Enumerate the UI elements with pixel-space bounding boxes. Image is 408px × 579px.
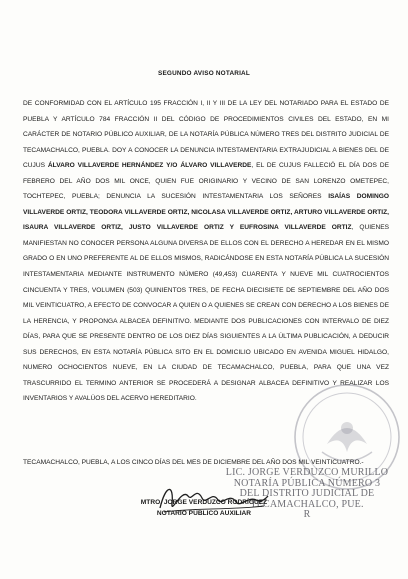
stamp-line-1: LIC. JORGE VERDUZCO MURILLO (225, 467, 389, 478)
stamp-line-5: R (303, 509, 311, 521)
signer-block (0, 498, 408, 519)
stamp-line-3: DEL DISTRITO JUDICIAL DE (239, 488, 375, 500)
body-part-1: DE CONFORMIDAD CON EL ARTÍCULO 195 FRACCIÓN I, II Y III DE LA LEY DEL NOTARIADO PARA EL ESTADO DE PUEBLA Y ARTÍCULO 784 FRACCIÓN II DEL CÓDIGO DE PROCEDIMIENTOS CIVILES DEL ESTADO, EN MI CARÁCTER DE NOTARIO PÚBLICO AUXILIAR, DE LA NOTARÍA PÚBLICA NÚMERO TRES DEL DISTRITO JUDICIAL DE TECAMACHALCO, PUEBLA. DOY A CONOCER LA DENUNCIA INTESTAMENTARIA EXTRAJUDICIAL A BIENES DEL DE CUJUS (23, 100, 389, 170)
stamp-line-2: NOTARÍA PÚBLICA NÚMERO 3 (233, 477, 381, 489)
body-part-3: , QUIENES MANIFIESTAN NO CONOCER PERSONA ALGUNA DIVERSA DE ELLOS CON EL DERECHO A HEREDAR EN EL MISMO GRADO O EN UNO PREFERENTE AL DE ELLOS MISMOS, RADICÁNDOSE EN ESTA NOTARÍA PÚBLICA LA SUCESIÓN INTESTAMENTARIA MEDIANTE INSTRUMENTO NÚMERO (49,453) CUARENTA Y NUEVE MIL CUATROCIENTOS CINCUENTA Y TRES, VOLUMEN (503) QUINIENTOS TRES, DE FECHA DIECISIETE DE SEPTIEMBRE DEL AÑO DOS MIL VEINTICUATRO, A EFECTO DE CONVOCAR A QUIEN O A QUIENES SE CREAN CON DERECHO A LOS BIENES DE LA HERENCIA, Y PROPONGA ALBACEA DEFINITIVO. MEDIANTE DOS PUBLICACIONES CON INTERVALO DE DIEZ DÍAS, PARA QUE SE PRESENTE DENTRO DE LOS DIEZ DÍAS SIGUIENTES A LA ÚLTIMA PUBLICACIÓN, A DEDUCIR SUS DERECHOS, EN ESTA NOTARÍA PÚBLICA SITO EN EL DOMICILIO UBICADO EN AVENIDA MIGUEL HIDALGO, NUMERO OCHOCIENTOS NUEVE, EN LA CIUDAD DE TECAMACHALCO, PUEBLA, PARA QUE UNA VEZ TRASCURRIDO EL TERMINO ANTERIOR SE PROCEDERÁ A DESIGNAR ALBACEA DEFINITIVO Y REALIZAR LOS INVENTARIOS Y AVALÚOS DEL ACERVO HEREDITARIO. (23, 224, 389, 403)
signer-role: NOTARIO PÚBLICO AUXILIAR (156, 509, 252, 517)
stamp-line-4: TECAMACHALCO, PUE. (250, 498, 364, 510)
closing-date-line: TECAMACHALCO, PUEBLA, A LOS CINCO DÍAS DEL MES DE DICIEMBRE DEL AÑO DOS MIL VEINTICUATRO.- (23, 459, 364, 466)
heirs-names: ISAÍAS DOMINGO VILLAVERDE ORTIZ, TEODORA VILLAVERDE ORTIZ, NICOLASA VILLAVERDE ORTIZ, ARTURO VILLAVERDE ORTIZ, ISAURA VILLAVERDE ORTIZ, JUSTO VILLAVERDE ORTIZ Y EUFROSINA VILLAVERDE ORTIZ (23, 193, 389, 232)
document-title: SEGUNDO AVISO NOTARIAL (158, 70, 250, 77)
body-part-2: , EL DE CUJUS FALLECIÓ EL DÍA DOS DE FEBRERO DEL AÑO DOS MIL ONCE, QUIEN FUE ORIGINARIO Y VECINO DE SAN LORENZO OMETEPEC, TOCHTEPEC, PUEBLA; DENUNCIA LA SUCESIÓN INTESTAMENTARIA LOS SEÑORES (23, 162, 389, 201)
signer-name: MTRO. JORGE VERDUZCO RODRÍGUEZ (140, 499, 268, 506)
notice-body (23, 96, 389, 407)
deceased-name: ÁLVARO VILLAVERDE HERNÁNDEZ Y/O ÁLVARO VILLAVERDE (47, 162, 252, 170)
